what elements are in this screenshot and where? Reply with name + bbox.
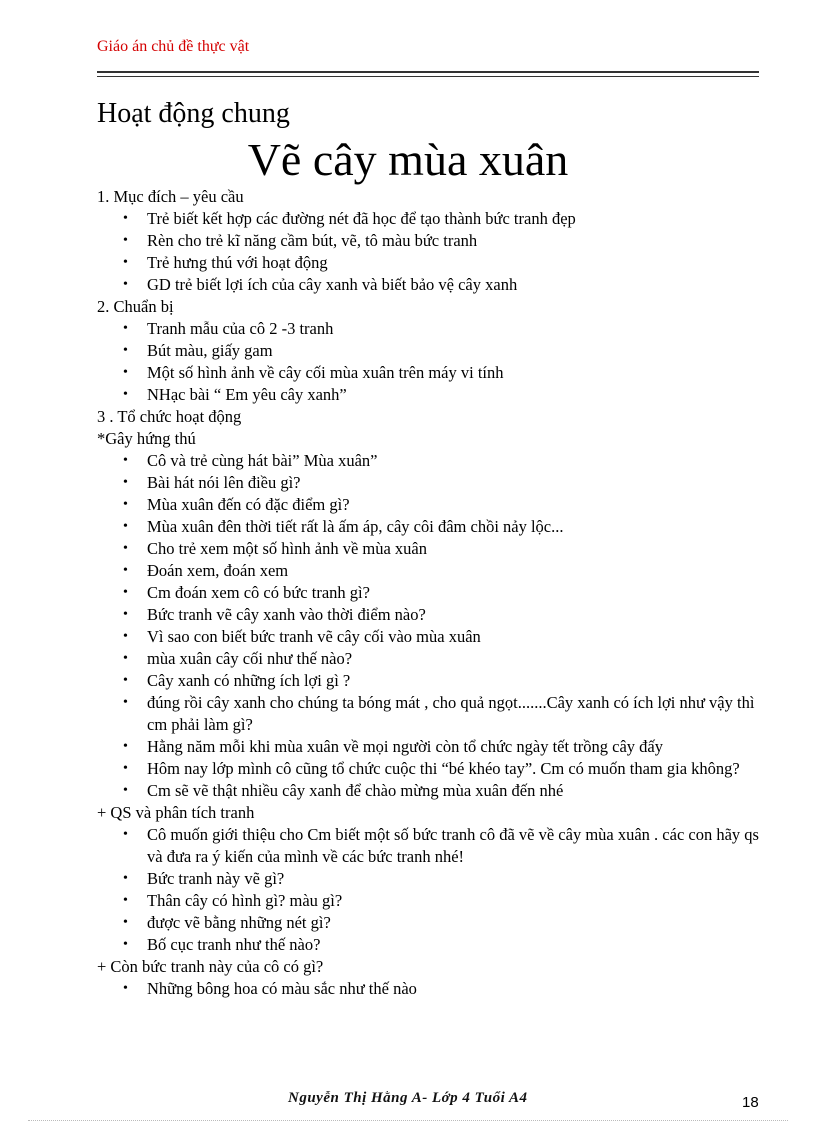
list-item: • Hằng năm mỗi khi mùa xuân về mọi người còn tổ chức ngày tết trồng cây đấy [147, 736, 765, 758]
bullet-list [97, 450, 765, 802]
section-organization [97, 406, 765, 428]
list-item: • Bố cục tranh như thế nào? [147, 934, 765, 956]
section-preparation [97, 296, 765, 406]
list-item: • Trẻ hưng thú với hoạt động [147, 252, 765, 274]
list-item: • Bức tranh này vẽ gì? [147, 868, 765, 890]
list-item: • GD trẻ biết lợi ích của cây xanh và biết bảo vệ cây xanh [147, 274, 765, 296]
header-rule-thick [97, 71, 759, 73]
page-title: Vẽ cây mùa xuân [247, 134, 569, 185]
list-item: • Tranh mẫu của cô 2 -3 tranh [147, 318, 765, 340]
list-item: • Vì sao con biết bức tranh vẽ cây cối vào mùa xuân [147, 626, 765, 648]
list-item: • Bút màu, giấy gam [147, 340, 765, 362]
section-heading: 2. Chuẩn bị [97, 297, 174, 316]
list-item: • được vẽ bằng những nét gì? [147, 912, 765, 934]
list-item: • Bức tranh vẽ cây xanh vào thời điểm nào? [147, 604, 765, 626]
list-item: • đúng rồi cây xanh cho chúng ta bóng mát , cho quả ngọt.......Cây xanh có ích lợi như vậy thì cm phải làm gì? [147, 692, 765, 736]
document-body [97, 186, 765, 1000]
list-item: • Hôm nay lớp mình cô cũng tổ chức cuộc thi “bé khéo tay”. Cm có muốn tham gia không? [147, 758, 765, 780]
list-item: • Thân cây có hình gì? màu gì? [147, 890, 765, 912]
document-header: Giáo án chủ đề thực vật [97, 38, 250, 55]
list-item: • Mùa xuân đến có đặc điểm gì? [147, 494, 765, 516]
section-observation [97, 802, 765, 956]
list-item: • Mùa xuân đên thời tiết rất là ấm áp, cây côi đâm chồi nảy lộc... [147, 516, 765, 538]
bullet-list [97, 824, 765, 956]
section-heading: *Gây hứng thú [97, 429, 196, 448]
list-item: • Những bông hoa có màu sắc như thế nào [147, 978, 765, 1000]
page-number: 18 [742, 1094, 759, 1111]
list-item: • Bài hát nói lên điều gì? [147, 472, 765, 494]
footer-divider [28, 1120, 788, 1121]
section-heading: + QS và phân tích tranh [97, 803, 255, 822]
bullet-list [97, 318, 765, 406]
list-item: • Cm sẽ vẽ thật nhiều cây xanh để chào mừng mùa xuân đến nhé [147, 780, 765, 802]
list-item: • Cô và trẻ cùng hát bài” Mùa xuân” [147, 450, 765, 472]
list-item: • Cm đoán xem cô có bức tranh gì? [147, 582, 765, 604]
list-item: • Rèn cho trẻ kĩ năng cầm bút, vẽ, tô màu bức tranh [147, 230, 765, 252]
list-item: • Một số hình ảnh về cây cối mùa xuân trên máy vi tính [147, 362, 765, 384]
list-item: • Cây xanh có những ích lợi gì ? [147, 670, 765, 692]
section-motivation [97, 428, 765, 802]
list-item: • Cô muốn giới thiệu cho Cm biết một số bức tranh cô đã vẽ về cây mùa xuân . các con hãy qs và đưa ra ý kiến của mình về các bức tranh nhé! [147, 824, 765, 868]
bullet-list [97, 978, 765, 1000]
header-rule-thin [97, 76, 759, 77]
bullet-list [97, 208, 765, 296]
section-heading: + Còn bức tranh này của cô có gì? [97, 957, 324, 976]
section-second-picture [97, 956, 765, 1000]
footer-signature: Nguyễn Thị Hằng A- Lớp 4 Tuổi A4 [288, 1090, 528, 1106]
section-heading: 3 . Tổ chức hoạt động [97, 407, 242, 426]
list-item: • Cho trẻ xem một số hình ảnh về mùa xuân [147, 538, 765, 560]
section-purpose [97, 186, 765, 296]
section-heading: 1. Mục đích – yêu cầu [97, 187, 244, 206]
list-item: • NHạc bài “ Em yêu cây xanh” [147, 384, 765, 406]
subtitle: Hoạt động chung [97, 98, 290, 129]
list-item: • mùa xuân cây cối như thế nào? [147, 648, 765, 670]
list-item: • Đoán xem, đoán xem [147, 560, 765, 582]
list-item: • Trẻ biết kết hợp các đường nét đã học để tạo thành bức tranh đẹp [147, 208, 765, 230]
